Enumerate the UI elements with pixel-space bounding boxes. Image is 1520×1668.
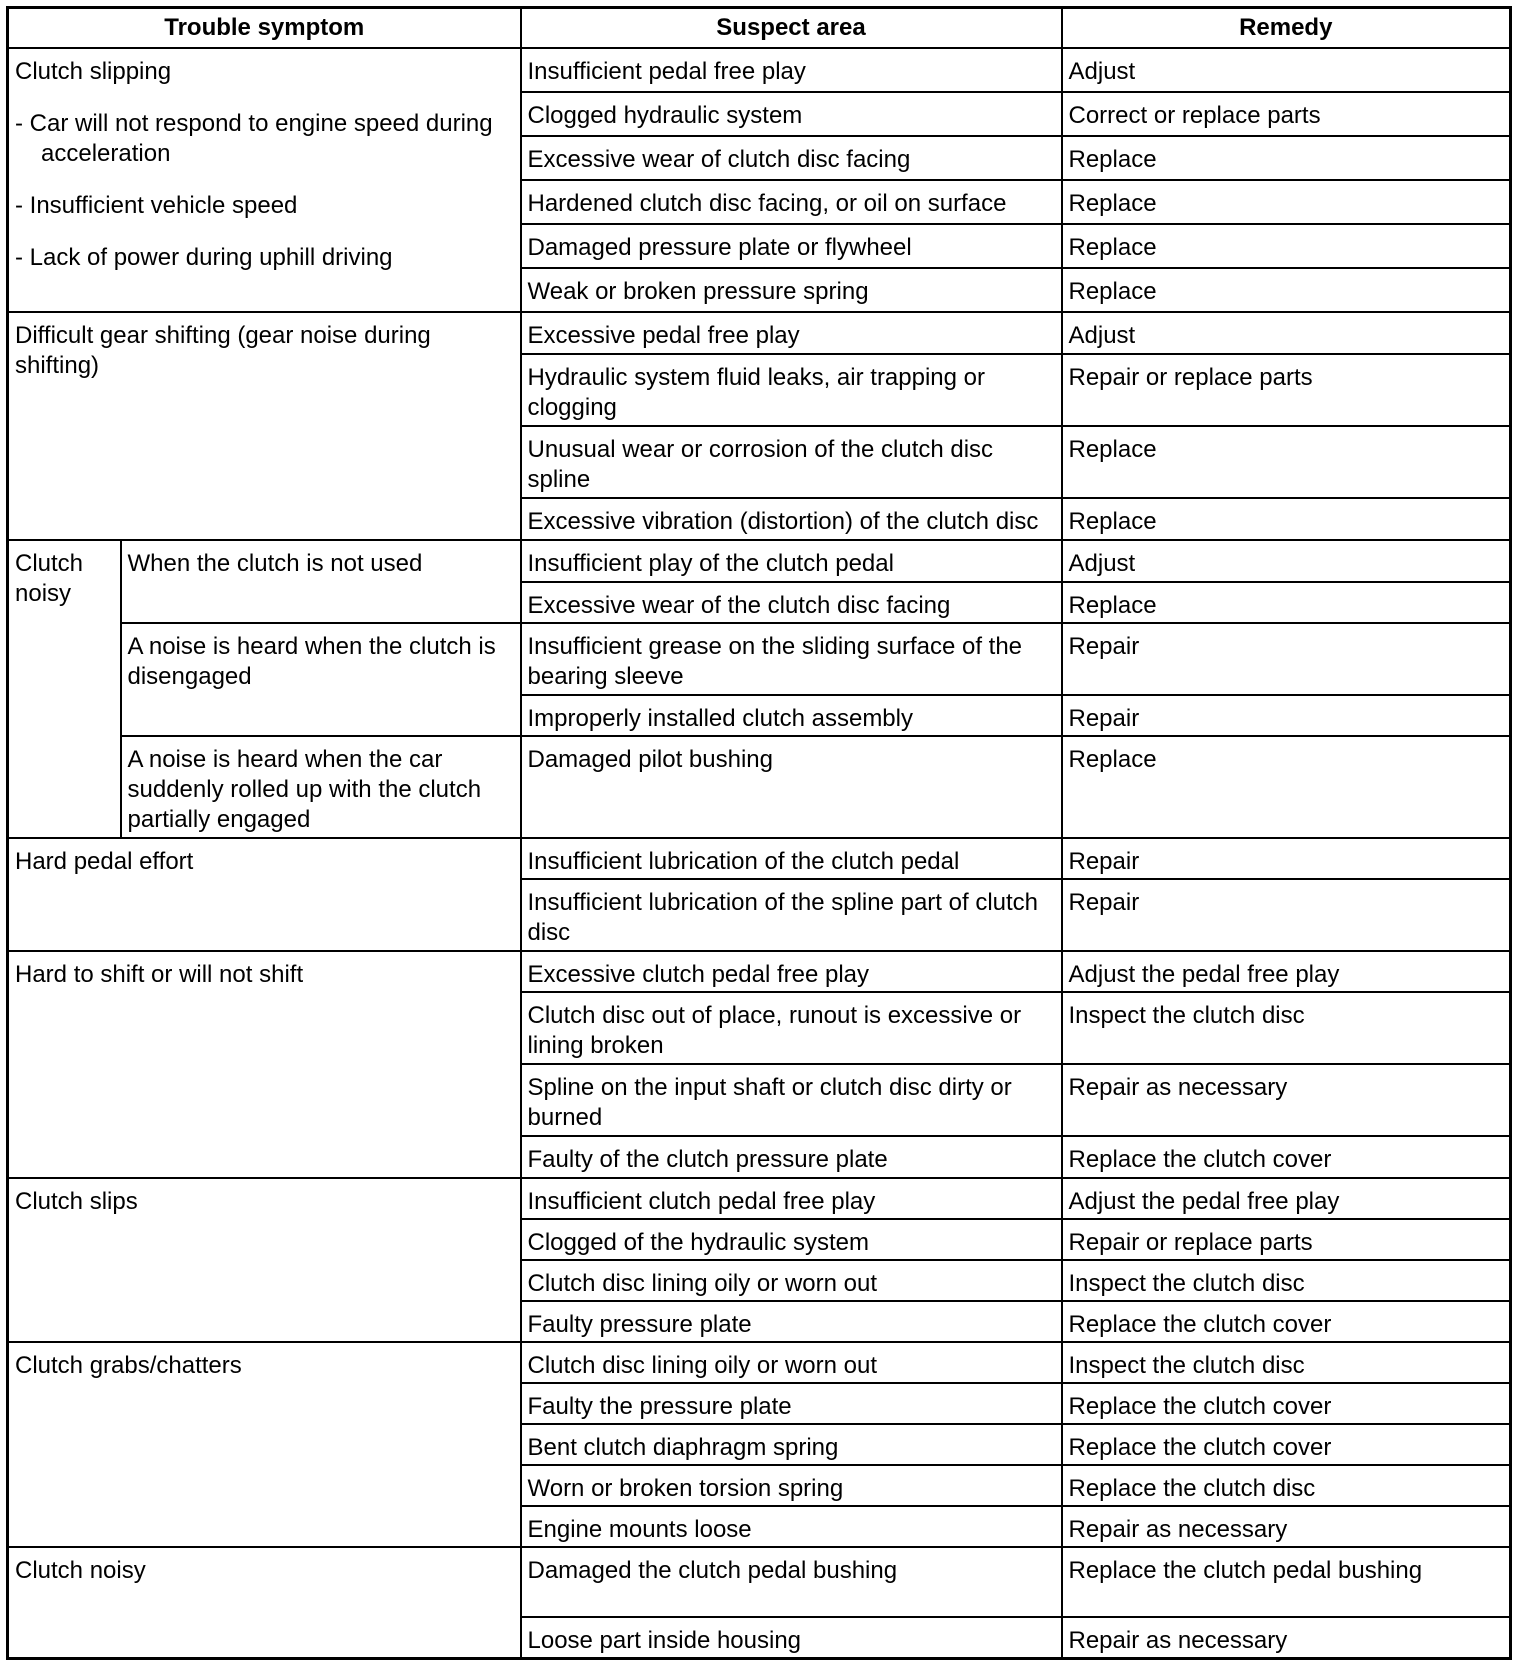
condition-cell: When the clutch is not used	[121, 540, 521, 623]
suspect-cell: Unusual wear or corrosion of the clutch disc spline	[521, 426, 1062, 498]
remedy-cell: Repair	[1062, 623, 1511, 695]
remedy-cell: Correct or replace parts	[1062, 92, 1511, 136]
remedy-cell: Repair as necessary	[1062, 1617, 1511, 1659]
suspect-cell: Excessive wear of clutch disc facing	[521, 136, 1062, 180]
remedy-cell: Inspect the clutch disc	[1062, 1342, 1511, 1383]
suspect-cell: Excessive wear of the clutch disc facing	[521, 582, 1062, 623]
condition-cell: A noise is heard when the car suddenly rolled up with the clutch partially engaged	[121, 736, 521, 839]
remedy-cell: Repair or replace parts	[1062, 1219, 1511, 1260]
table-row	[8, 1342, 1511, 1383]
remedy-cell: Replace the clutch cover	[1062, 1301, 1511, 1342]
remedy-cell: Inspect the clutch disc	[1062, 992, 1511, 1064]
header-trouble-symptom: Trouble symptom	[8, 8, 521, 48]
remedy-cell: Repair as necessary	[1062, 1064, 1511, 1136]
remedy-cell: Repair	[1062, 838, 1511, 879]
suspect-cell: Damaged the clutch pedal bushing	[521, 1547, 1062, 1617]
symptom-title: Clutch slipping	[15, 57, 172, 85]
remedy-cell: Replace	[1062, 498, 1511, 540]
symptom-cell	[8, 48, 521, 313]
header-suspect-area: Suspect area	[521, 8, 1062, 48]
table-row	[8, 48, 1511, 92]
remedy-cell: Replace the clutch cover	[1062, 1424, 1511, 1465]
remedy-cell: Repair as necessary	[1062, 1506, 1511, 1547]
suspect-cell: Weak or broken pressure spring	[521, 268, 1062, 312]
remedy-cell: Adjust the pedal free play	[1062, 1178, 1511, 1219]
suspect-cell: Loose part inside housing	[521, 1617, 1062, 1659]
suspect-cell: Clutch disc lining oily or worn out	[521, 1342, 1062, 1383]
table-row	[8, 540, 1511, 582]
suspect-cell: Insufficient clutch pedal free play	[521, 1178, 1062, 1219]
symptom-cell: Clutch slips	[8, 1178, 521, 1342]
symptom-detail: - Insufficient vehicle speed	[15, 191, 298, 219]
suspect-cell: Faulty the pressure plate	[521, 1383, 1062, 1424]
suspect-cell: Faulty of the clutch pressure plate	[521, 1136, 1062, 1178]
remedy-cell: Replace	[1062, 180, 1511, 224]
suspect-cell: Spline on the input shaft or clutch disc dirty or burned	[521, 1064, 1062, 1136]
suspect-cell: Insufficient play of the clutch pedal	[521, 540, 1062, 582]
suspect-cell: Excessive clutch pedal free play	[521, 951, 1062, 992]
header-remedy: Remedy	[1062, 8, 1511, 48]
suspect-cell: Clutch disc out of place, runout is excessive or lining broken	[521, 992, 1062, 1064]
remedy-cell: Replace	[1062, 582, 1511, 623]
symptom-cell: Difficult gear shifting (gear noise during shifting)	[8, 312, 521, 540]
symptom-cell: Clutch noisy	[8, 1547, 521, 1658]
suspect-cell: Excessive vibration (distortion) of the clutch disc	[521, 498, 1062, 540]
header-row	[8, 8, 1511, 48]
suspect-cell: Bent clutch diaphragm spring	[521, 1424, 1062, 1465]
suspect-cell: Hydraulic system fluid leaks, air trapping or clogging	[521, 354, 1062, 426]
symptom-cell: Hard to shift or will not shift	[8, 951, 521, 1178]
suspect-cell: Damaged pressure plate or flywheel	[521, 224, 1062, 268]
remedy-cell: Adjust	[1062, 540, 1511, 582]
table-row	[8, 312, 1511, 354]
suspect-cell: Clutch disc lining oily or worn out	[521, 1260, 1062, 1301]
suspect-cell: Worn or broken torsion spring	[521, 1465, 1062, 1506]
table-row	[8, 1547, 1511, 1617]
suspect-cell: Insufficient lubrication of the spline part of clutch disc	[521, 879, 1062, 951]
remedy-cell: Adjust the pedal free play	[1062, 951, 1511, 992]
table-row	[8, 736, 1511, 839]
remedy-cell: Replace	[1062, 736, 1511, 839]
remedy-cell: Replace the clutch cover	[1062, 1136, 1511, 1178]
table-row	[8, 951, 1511, 992]
suspect-cell: Insufficient pedal free play	[521, 48, 1062, 92]
symptom-cell: Clutch grabs/chatters	[8, 1342, 521, 1547]
remedy-cell: Replace	[1062, 268, 1511, 312]
troubleshooting-table	[6, 6, 1512, 1660]
remedy-cell: Replace the clutch cover	[1062, 1383, 1511, 1424]
remedy-cell: Repair or replace parts	[1062, 354, 1511, 426]
suspect-cell: Damaged pilot bushing	[521, 736, 1062, 839]
remedy-cell: Inspect the clutch disc	[1062, 1260, 1511, 1301]
symptom-detail: - Lack of power during uphill driving	[15, 243, 393, 271]
symptom-detail: - Car will not respond to engine speed during acceleration	[15, 109, 493, 167]
table-row	[8, 838, 1511, 879]
suspect-cell: Clogged hydraulic system	[521, 92, 1062, 136]
suspect-cell: Excessive pedal free play	[521, 312, 1062, 354]
remedy-cell: Adjust	[1062, 48, 1511, 92]
table-row	[8, 1178, 1511, 1219]
condition-cell: A noise is heard when the clutch is disengaged	[121, 623, 521, 736]
remedy-cell: Adjust	[1062, 312, 1511, 354]
suspect-cell: Insufficient lubrication of the clutch pedal	[521, 838, 1062, 879]
suspect-cell: Engine mounts loose	[521, 1506, 1062, 1547]
suspect-cell: Insufficient grease on the sliding surface of the bearing sleeve	[521, 623, 1062, 695]
remedy-cell: Replace the clutch disc	[1062, 1465, 1511, 1506]
symptom-cell: Hard pedal effort	[8, 838, 521, 951]
remedy-cell: Replace	[1062, 426, 1511, 498]
suspect-cell: Hardened clutch disc facing, or oil on surface	[521, 180, 1062, 224]
remedy-cell: Replace the clutch pedal bushing	[1062, 1547, 1511, 1617]
symptom-cell: Clutch noisy	[8, 540, 121, 838]
suspect-cell: Improperly installed clutch assembly	[521, 695, 1062, 736]
remedy-cell: Repair	[1062, 879, 1511, 951]
remedy-cell: Replace	[1062, 224, 1511, 268]
remedy-cell: Replace	[1062, 136, 1511, 180]
remedy-cell: Repair	[1062, 695, 1511, 736]
suspect-cell: Faulty pressure plate	[521, 1301, 1062, 1342]
table-row	[8, 623, 1511, 695]
suspect-cell: Clogged of the hydraulic system	[521, 1219, 1062, 1260]
